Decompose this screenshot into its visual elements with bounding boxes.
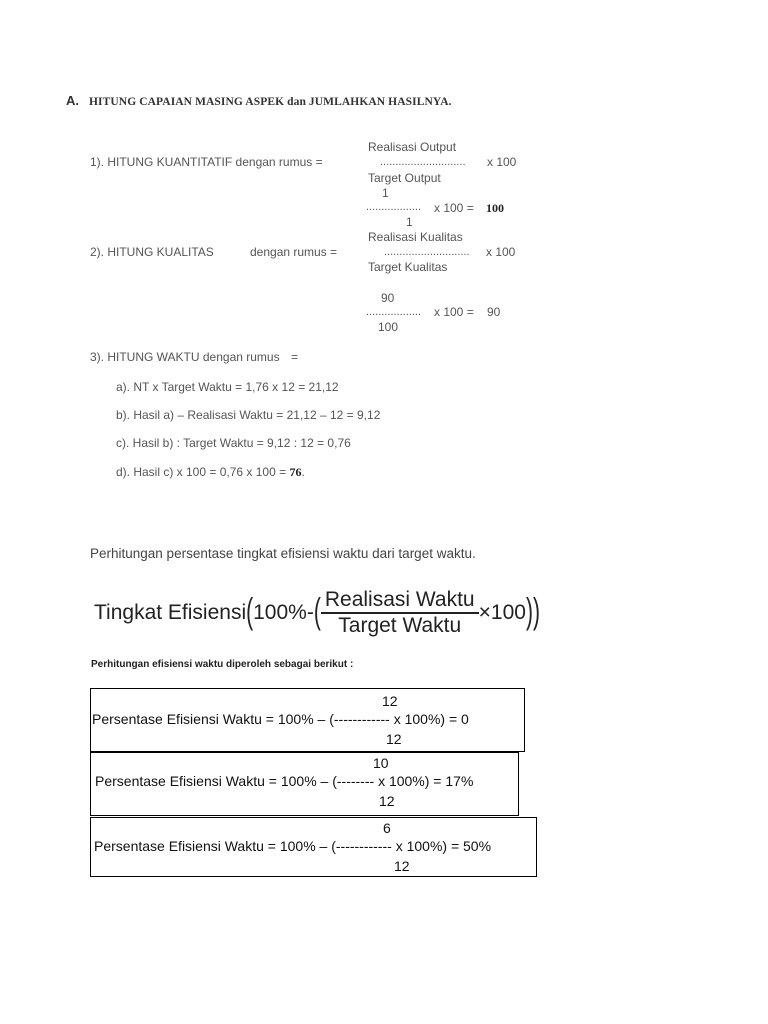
box-1-numerator: 12 [382,693,398,709]
box-1-denominator: 12 [386,731,402,747]
kuantitatif-calc-den: 1 [406,215,413,229]
kualitas-denominator: Target Kualitas [368,260,448,274]
formula-percent: 100% [253,601,307,624]
efisiensi-box-1 [90,688,525,752]
waktu-step-d-result: 76 [289,465,302,479]
box-3-expression: Persentase Efisiensi Waktu = 100% – (------------ x 100%) = 50% [94,838,492,854]
box-2-denominator: 12 [379,793,395,809]
box-1-expression: Persentase Efisiensi Waktu = 100% – (------------ x 100%) = 0 [92,711,469,727]
waktu-label-text: 3). HITUNG WAKTU dengan rumus [90,350,280,364]
kualitas-calc-num: 90 [381,291,395,305]
formula-minus: - [306,601,314,624]
efisiensi-formula [94,588,540,638]
kualitas-calc-times: x 100 = [434,305,474,319]
kuantitatif-calc-result: 100 [486,201,504,215]
box-2-numerator: 10 [373,755,389,771]
kuantitatif-calc-times: x 100 = [434,201,474,215]
kualitas-label-rumus: dengan rumus = [250,245,338,259]
kualitas-dots: ............................ [384,246,470,258]
waktu-step-d-end: . [301,465,305,479]
kuantitatif-times: x 100 [487,155,517,169]
formula-fraction [321,588,479,638]
waktu-label [90,350,298,364]
kualitas-calc-den: 100 [378,320,399,334]
section-heading [66,92,452,110]
kualitas-numerator: Realisasi Kualitas [368,230,463,244]
box-3-numerator: 6 [383,820,391,836]
formula-inner-open-paren: ( [313,592,321,632]
kuantitatif-calc-num: 1 [382,186,389,200]
efisiensi-box-3 [90,817,537,877]
formula-label: Tingkat Efisiensi [94,601,247,624]
efisiensi-intro: Perhitungan persentase tingkat efisiensi waktu dari target waktu. [90,546,476,561]
formula-times: ×100 [478,601,526,624]
kuantitatif-numerator: Realisasi Output [368,140,457,154]
kuantitatif-dots: ............................ [380,156,466,168]
waktu-step-d [116,465,305,480]
kualitas-times: x 100 [486,245,516,259]
formula-numerator: Realisasi Waktu [321,588,479,614]
efisiensi-box-2 [90,752,519,816]
formula-denominator: Target Waktu [338,614,462,637]
box-3-denominator: 12 [394,858,410,874]
formula-inner-close-paren: ) [525,592,533,632]
formula-open-paren: ( [246,592,254,632]
section-letter: A. [66,93,79,108]
kualitas-calc-dots: .................. [366,306,422,318]
waktu-label-eq: = [290,350,298,364]
efisiensi-subtitle: Perhitungan efisiensi waktu diperoleh sebagai berikut : [91,659,354,670]
waktu-step-c: c). Hasil b) : Target Waktu = 9,12 : 12 = 0,76 [116,436,351,450]
kualitas-calc-result: 90 [487,305,501,319]
waktu-step-a: a). NT x Target Waktu = 1,76 x 12 = 21,12 [116,380,339,394]
waktu-step-d-text: d). Hasil c) x 100 = 0,76 x 100 = [116,465,287,479]
kuantitatif-calc-dots: .................. [366,201,422,213]
formula-close-paren: ) [532,592,540,632]
box-2-expression: Persentase Efisiensi Waktu = 100% – (-------- x 100%) = 17% [95,773,474,789]
kualitas-label: 2). HITUNG KUALITAS [90,245,214,259]
section-title: HITUNG CAPAIAN MASING ASPEK dan JUMLAHKAN HASILNYA. [89,96,452,108]
waktu-step-b: b). Hasil a) – Realisasi Waktu = 21,12 – 12 = 9,12 [116,408,381,422]
kuantitatif-denominator: Target Output [368,171,441,185]
kuantitatif-label: 1). HITUNG KUANTITATIF dengan rumus = [90,155,323,169]
